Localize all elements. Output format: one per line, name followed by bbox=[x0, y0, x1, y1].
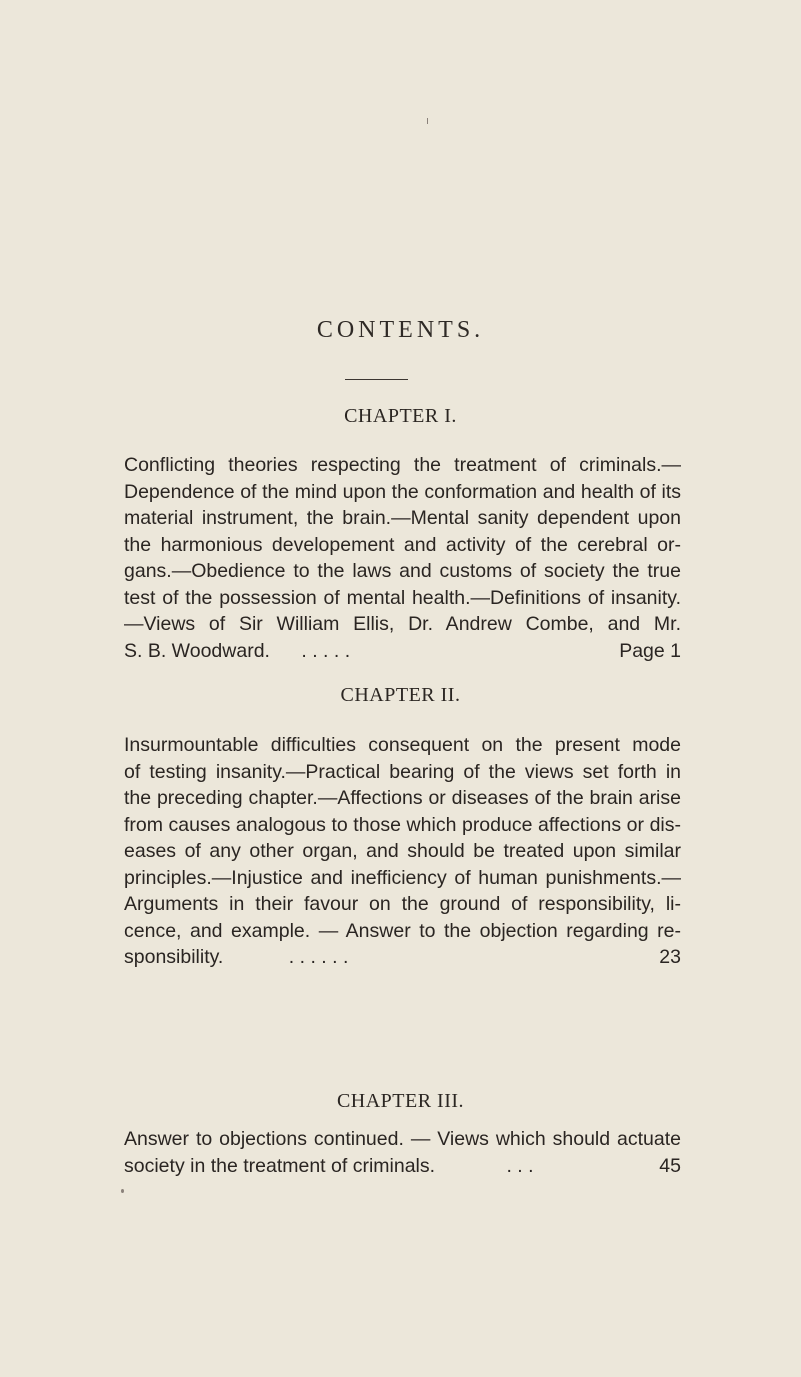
chapter-1-line: —Views of Sir William Ellis, Dr. Andrew Combe, and Mr. bbox=[124, 613, 681, 635]
chapter-3-leader: . . . bbox=[506, 1154, 534, 1177]
chapter-2-final-text: sponsibility. bbox=[124, 946, 224, 968]
chapter-2-summary bbox=[124, 732, 681, 971]
chapter-2-line: Insurmountable difficulties consequent on the present mode bbox=[124, 734, 681, 756]
chapter-1-summary bbox=[124, 452, 681, 664]
chapter-2-leader: . . . . . . bbox=[288, 946, 349, 968]
chapter-2-line: from causes analogous to those which produce affections or dis- bbox=[124, 813, 681, 836]
chapter-3-heading: CHAPTER III. bbox=[336, 1090, 465, 1112]
title-divider bbox=[345, 379, 408, 380]
chapter-1-line: the harmonious developement and activity of the cerebral or- bbox=[124, 533, 681, 556]
chapter-1-line: gans.—Obedience to the laws and customs of society the true bbox=[124, 560, 681, 582]
chapter-2-line: principles.—Injustice and inefficiency of human punishments.— bbox=[124, 866, 681, 889]
chapter-1-line: Conflicting theories respecting the treatment of criminals.— bbox=[124, 454, 681, 476]
chapter-3-line: Answer to objections continued. — Views which should actuate bbox=[124, 1128, 681, 1150]
chapter-2-line: the preceding chapter.—Affections or diseases of the brain arise bbox=[124, 787, 681, 809]
chapter-2-heading: CHAPTER II. bbox=[340, 684, 461, 706]
chapter-3-final-line bbox=[124, 1153, 681, 1180]
chapter-1-line: material instrument, the brain.—Mental sanity dependent upon bbox=[124, 507, 681, 529]
chapter-2-final-line bbox=[124, 944, 681, 971]
chapter-1-final-line bbox=[124, 638, 681, 665]
chapter-2-line: cence, and example. — Answer to the objection regarding re- bbox=[124, 919, 681, 942]
chapter-2-line: eases of any other organ, and should be treated upon similar bbox=[124, 840, 681, 862]
chapter-3-final-text: society in the treatment of criminals. bbox=[124, 1154, 436, 1177]
chapter-1-heading: CHAPTER I. bbox=[344, 405, 457, 427]
chapter-3-summary bbox=[124, 1126, 681, 1179]
chapter-2-page-ref: 23 bbox=[659, 946, 681, 968]
paper-speck bbox=[427, 118, 428, 124]
paper-speck bbox=[121, 1189, 124, 1193]
chapter-1-final-text: S. B. Woodward. bbox=[124, 639, 270, 662]
chapter-1-leader: . . . . . bbox=[301, 639, 351, 662]
chapter-2-line: Arguments in their favour on the ground of responsibility, li- bbox=[124, 893, 681, 915]
chapter-2-line: of testing insanity.—Practical bearing of the views set forth in bbox=[124, 760, 681, 783]
chapter-1-line: test of the possession of mental health.—Definitions of insanity. bbox=[124, 586, 681, 609]
chapter-1-page-ref: Page 1 bbox=[619, 639, 681, 662]
contents-title: CONTENTS. bbox=[316, 317, 485, 343]
chapter-1-line: Dependence of the mind upon the conformation and health of its bbox=[124, 480, 681, 503]
chapter-3-page-ref: 45 bbox=[659, 1154, 681, 1177]
